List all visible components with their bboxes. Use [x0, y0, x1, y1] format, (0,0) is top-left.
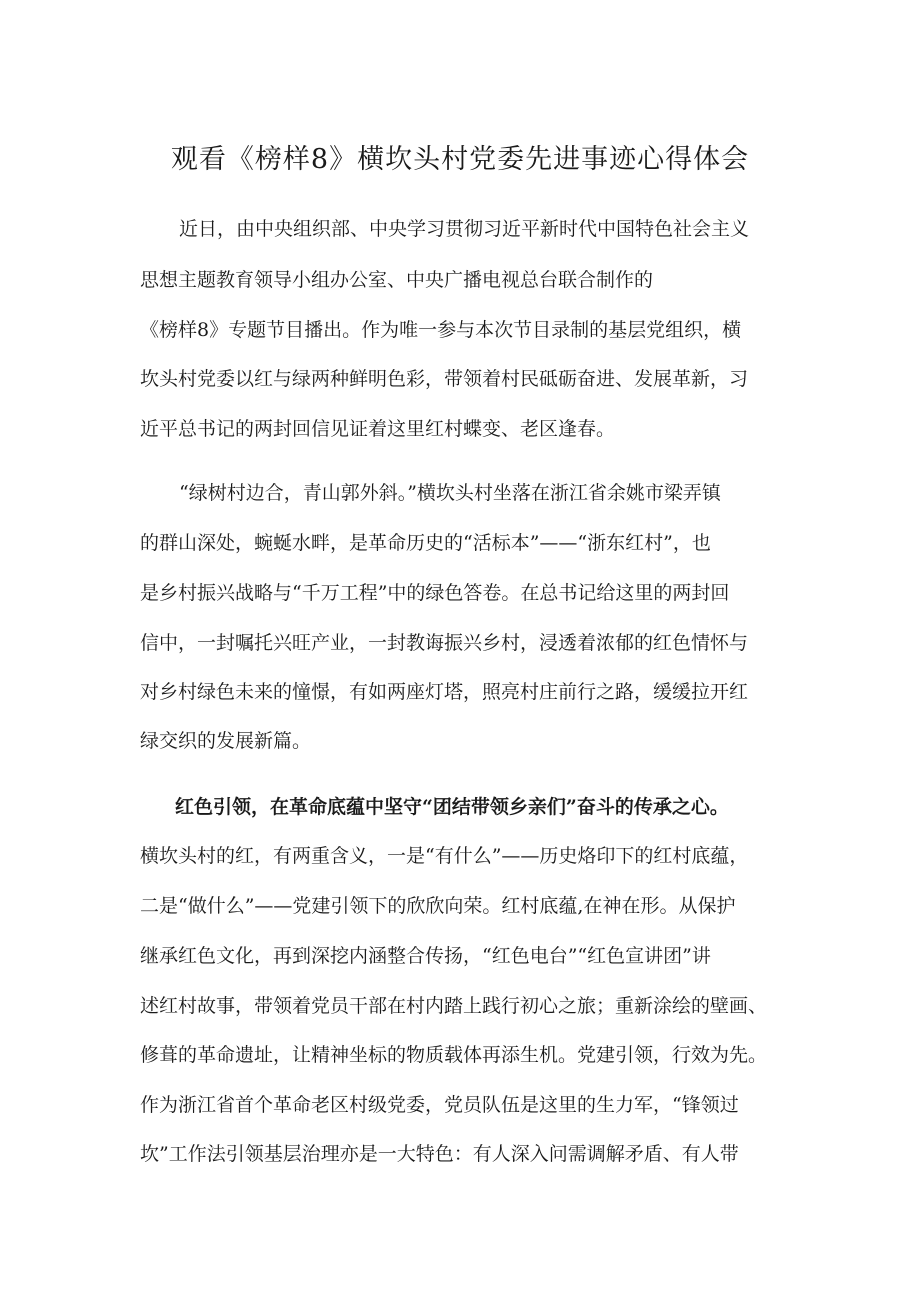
paragraph-2-line-2: 的群山深处，蜿蜒水畔，是革命历史的“活标本”——“浙东红村”，也	[140, 532, 711, 554]
paragraph-1-line-1: 近日，由中央组织部、中央学习贯彻习近平新时代中国特色社会主义	[179, 218, 750, 240]
paragraph-1-line-2: 思想主题教育领导小组办公室、中央广播电视总台联合制作的	[140, 269, 654, 291]
section-heading: 红色引领，在革命底蕴中坚守“团结带领乡亲们”奋斗的传承之心。	[175, 796, 729, 818]
paragraph-2-line-6: 绿交织的发展新篇。	[140, 730, 312, 752]
paragraph-3-line-2: 二是“做什么”——党建引领下的欣欣向荣。红村底蕴,在神在形。从保护	[140, 895, 736, 917]
paragraph-2-line-5: 对乡村绿色未来的憧憬，有如两座灯塔，照亮村庄前行之路，缓缓拉开红	[140, 681, 749, 703]
paragraph-1-line-5: 近平总书记的两封回信见证着这里红村蝶变、老区逢春。	[140, 418, 616, 440]
paragraph-2-line-1: “绿树村边合，青山郭外斜。”横坎头村坐落在浙江省余姚市梁弄镇	[179, 482, 721, 504]
paragraph-1-line-3: 《榜样8》专题节目播出。作为唯一参与本次节目录制的基层党组织，横	[140, 319, 742, 341]
paragraph-3-line-7: 坎”工作法引领基层治理亦是一大特色：有人深入问需调解矛盾、有人带	[140, 1143, 739, 1165]
paragraph-3-line-1: 横坎头村的红，有两重含义，一是“有什么”——历史烙印下的红村底蕴，	[140, 845, 749, 867]
paragraph-3-line-4: 述红村故事，带领着党员干部在村内踏上践行初心之旅；重新涂绘的壁画、	[140, 995, 768, 1017]
document-title: 观看《榜样8》横坎头村党委先进事迹心得体会	[170, 144, 750, 175]
paragraph-2-line-3: 是乡村振兴战略与“千万工程”中的绿色答卷。在总书记给这里的两封回	[140, 582, 730, 604]
paragraph-2-line-4: 信中，一封嘱托兴旺产业，一封教诲振兴乡村，浸透着浓郁的红色情怀与	[140, 632, 749, 654]
paragraph-1-line-4: 坎头村党委以红与绿两种鲜明色彩，带领着村民砥砺奋进、发展革新，习	[140, 368, 749, 390]
paragraph-3-line-5: 修葺的革命遗址，让精神坐标的物质载体再添生机。党建引领，行效为先。	[140, 1044, 768, 1066]
paragraph-3-line-3: 继承红色文化，再到深挖内涵整合传扬，“红色电台”“红色宣讲团”讲	[140, 945, 711, 967]
paragraph-3-line-6: 作为浙江省首个革命老区村级党委，党员队伍是这里的生力军，“锋领过	[140, 1094, 739, 1116]
